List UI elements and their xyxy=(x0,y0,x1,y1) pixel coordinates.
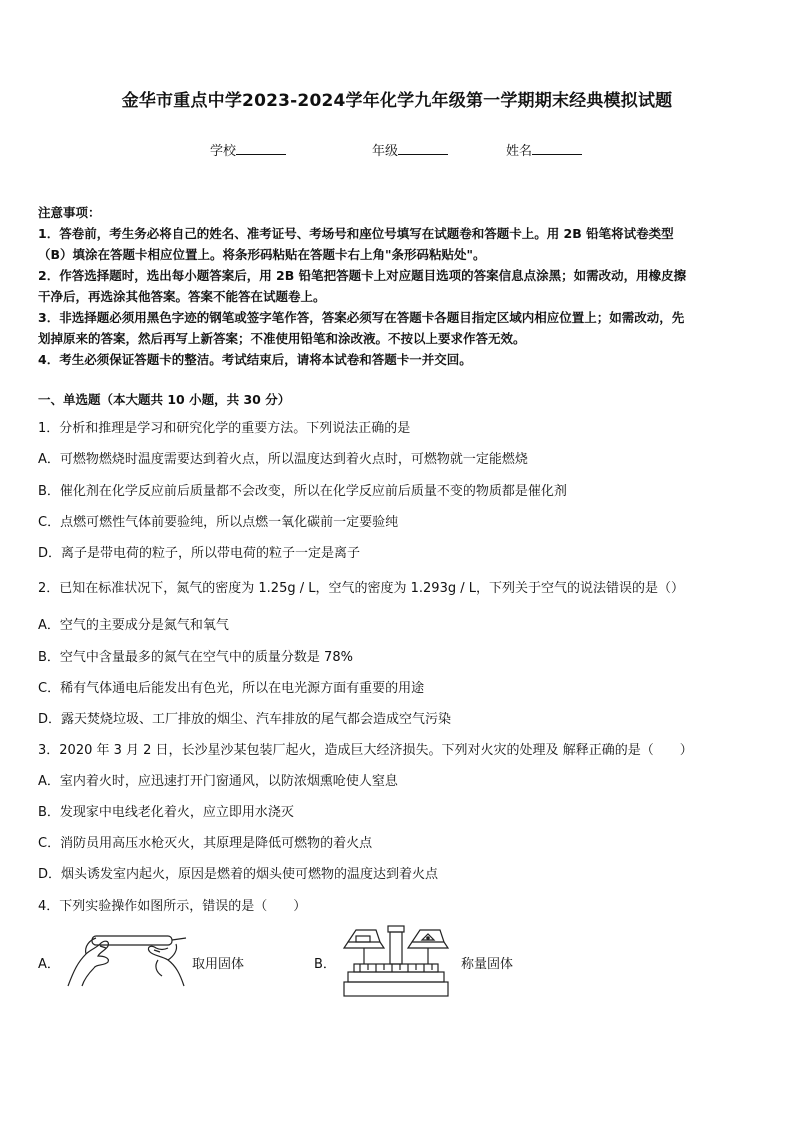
school-label: 学校 xyxy=(210,144,237,159)
question-2-option-b: B．空气中含量最多的氮气在空气中的质量分数是 78% xyxy=(38,650,353,665)
question-2-option-a: A．空气的主要成分是氮气和氧气 xyxy=(38,618,229,633)
question-3-option-c: C．消防员用高压水枪灭火，其原理是降低可燃物的着火点 xyxy=(38,836,373,851)
grade-label: 年级 xyxy=(372,144,399,159)
grade-field xyxy=(372,140,448,159)
take-solid-illustration xyxy=(64,926,190,988)
question-1-option-a: A．可燃物燃烧时温度需要达到着火点，所以温度达到着火点时，可燃物就一定能燃烧 xyxy=(38,452,528,467)
name-blank xyxy=(532,142,582,155)
question-3-stem: 3．2020 年 3 月 2 日，长沙星沙某包装厂起火，造成巨大经济损失。下列对火灾的处理及 解释正确的是（ ） xyxy=(38,743,693,758)
question-1-stem: 1．分析和推理是学习和研究化学的重要方法。下列说法正确的是 xyxy=(38,421,411,436)
question-3-option-d: D．烟头诱发室内起火，原因是燃着的烟头使可燃物的温度达到着火点 xyxy=(38,867,439,882)
question-1-option-b: B．催化剂在化学反应前后质量都不会改变，所以在化学反应前后质量不变的物质都是催化剂 xyxy=(38,484,567,499)
section-title: 一、单选题（本大题共 10 小题，共 30 分） xyxy=(38,392,291,407)
question-4-stem: 4．下列实验操作如图所示，错误的是（ ） xyxy=(38,899,307,914)
question-2-option-c: C．稀有气体通电后能发出有色光，所以在电光源方面有重要的用途 xyxy=(38,681,425,696)
figure-b-letter: B． xyxy=(314,957,336,972)
figure-a-caption: 取用固体 xyxy=(192,957,245,972)
question-3-option-a: A．室内着火时，应迅速打开门窗通风，以防浓烟熏呛使人窒息 xyxy=(38,774,398,789)
note-line: 干净后，再选涂其他答案。答案不能答在试题卷上。 xyxy=(38,289,326,304)
note-line: 4．考生必须保证答题卡的整洁。考试结束后，请将本试卷和答题卡一并交回。 xyxy=(38,352,472,367)
figure-a-letter: A． xyxy=(38,957,60,972)
note-line: 3．非选择题必须用黑色字迹的钢笔或签字笔作答，答案必须写在答题卡各题目指定区域内相应位置上；如需改动，先 xyxy=(38,310,685,325)
name-field xyxy=(506,140,582,159)
grade-blank xyxy=(398,142,448,155)
question-2-stem: 2．已知在标准状况下，氮气的密度为 1.25g / L，空气的密度为 1.293g / L，下列关于空气的说法错误的是（） xyxy=(38,581,684,596)
school-field xyxy=(210,140,286,159)
name-label: 姓名 xyxy=(506,144,533,159)
figure-b-caption: 称量固体 xyxy=(461,957,514,972)
school-blank xyxy=(236,142,286,155)
question-2-option-d: D．露天焚烧垃圾、工厂排放的烟尘、汽车排放的尾气都会造成空气污染 xyxy=(38,712,452,727)
question-3-option-b: B．发现家中电线老化着火，应立即用水浇灭 xyxy=(38,805,294,820)
question-1-option-c: C．点燃可燃性气体前要验纯，所以点燃一氧化碳前一定要验纯 xyxy=(38,515,399,530)
notes-heading: 注意事项： xyxy=(38,205,101,220)
page-title: 金华市重点中学2023-2024学年化学九年级第一学期期末经典模拟试题 xyxy=(121,91,673,111)
note-line: 2．作答选择题时，选出每小题答案后，用 2B 铅笔把答题卡上对应题目选项的答案信息点涂黑；如需改动，用橡皮擦 xyxy=(38,268,687,283)
note-line: （B）填涂在答题卡相应位置上。将条形码粘贴在答题卡右上角"条形码粘贴处"。 xyxy=(38,247,486,262)
balance-scale-illustration xyxy=(334,920,458,1000)
note-line: 划掉原来的答案，然后再写上新答案；不准使用铅笔和涂改液。不按以上要求作答无效。 xyxy=(38,331,526,346)
note-line: 1．答卷前，考生务必将自己的姓名、准考证号、考场号和座位号填写在试题卷和答题卡上。用 2B 铅笔将试卷类型 xyxy=(38,226,674,241)
question-1-option-d: D．离子是带电荷的粒子，所以带电荷的粒子一定是离子 xyxy=(38,546,361,561)
